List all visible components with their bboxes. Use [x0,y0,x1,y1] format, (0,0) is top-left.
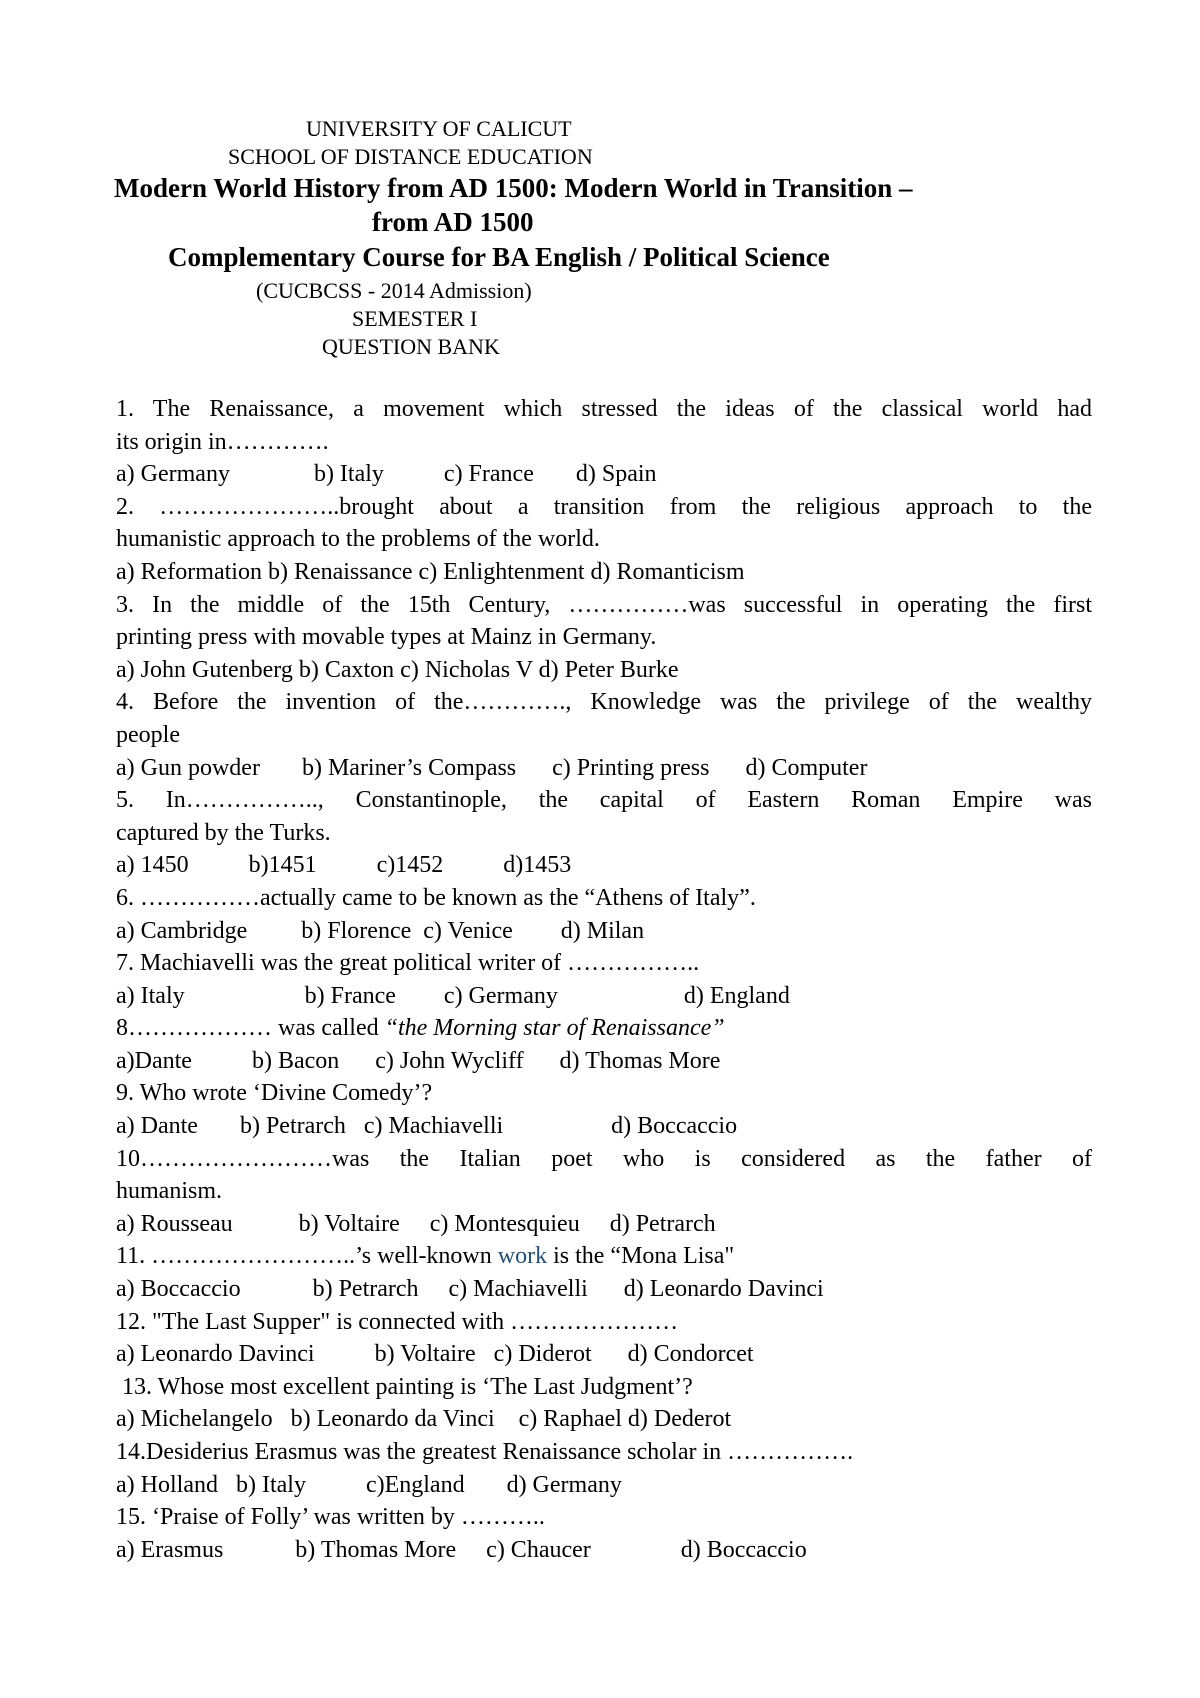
question-4 [116,686,1092,784]
question-5 [116,784,1092,882]
work-link-text: work [497,1243,548,1270]
answer-options: a) 1450 b)1451 c)1452 d)1453 [116,852,572,879]
question-text-after: is the “Mona Lisa" [547,1243,735,1270]
question-13 [116,1371,1092,1436]
question-8 [116,1012,1092,1077]
semester-label: SEMESTER I [352,306,478,331]
question-text: its origin in…………. [116,428,329,455]
question-text: 3. In the middle of the 15th Century, ……………was successful in operating the first [116,591,1092,618]
question-text: 13. Whose most excellent painting is ‘The Last Judgment’? [116,1373,693,1400]
question-text [116,1012,1092,1045]
question-text: captured by the Turks. [116,819,331,846]
school-name: SCHOOL OF DISTANCE EDUCATION [228,144,593,169]
question-text: 9. Who wrote ‘Divine Comedy’? [116,1080,433,1107]
answer-options: a) Michelangelo b) Leonardo da Vinci c) Raphael d) Dederot [116,1406,732,1433]
answer-options: a)Dante b) Bacon c) John Wycliff d) Thomas More [116,1047,721,1074]
answer-options: a) Boccaccio b) Petrarch c) Machiavelli d) Leonardo Davinci [116,1276,824,1303]
question-text: 10……………………was the Italian poet who is considered as the father of [116,1145,1092,1172]
question-bank-label: QUESTION BANK [322,334,500,359]
question-14 [116,1436,1092,1501]
question-10 [116,1143,1092,1241]
question-text: humanism. [116,1178,222,1205]
answer-options: a) Reformation b) Renaissance c) Enlightenment d) Romanticism [116,558,745,585]
question-text: 12. "The Last Supper" is connected with ………………… [116,1308,679,1335]
question-7 [116,947,1092,1012]
course-title-line-1: Modern World History from AD 1500: Modern World in Transition – [114,173,913,203]
question-12 [116,1306,1092,1371]
course-title-line-2: from AD 1500 [372,207,534,237]
question-1 [116,393,1092,491]
question-text [116,1240,1092,1273]
answer-options: a) Cambridge b) Florence c) Venice d) Milan [116,917,645,944]
answer-options: a) Gun powder b) Mariner’s Compass c) Printing press d) Computer [116,754,868,781]
question-2 [116,491,1092,589]
university-name: UNIVERSITY OF CALICUT [306,116,572,141]
question-text: 2. …………………..brought about a transition from the religious approach to the [116,493,1092,520]
answer-options: a) Germany b) Italy c) France d) Spain [116,461,657,488]
question-text: 15. ‘Praise of Folly’ was written by ……….. [116,1504,545,1531]
question-9 [116,1077,1092,1142]
question-text: humanistic approach to the problems of the world. [116,526,600,553]
answer-options: a) Dante b) Petrarch c) Machiavelli d) Boccaccio [116,1113,738,1140]
question-text: 7. Machiavelli was the great political writer of …………….. [116,950,700,977]
answer-options: a) Italy b) France c) Germany d) England [116,982,790,1009]
question-text-before: 11. ……………………..’s well-known [116,1243,498,1270]
answer-options: a) John Gutenberg b) Caxton c) Nicholas V d) Peter Burke [116,656,679,683]
question-text-italic: “the Morning star of Renaissance” [384,1015,725,1042]
question-text: people [116,721,180,748]
question-text: 14.Desiderius Erasmus was the greatest Renaissance scholar in ……………. [116,1439,854,1465]
answer-options: a) Erasmus b) Thomas More c) Chaucer d) Boccaccio [116,1536,807,1563]
answer-options: a) Holland b) Italy c)England d) Germany [116,1471,622,1498]
question-6 [116,882,1092,947]
question-text: printing press with movable types at Mainz in Germany. [116,624,657,651]
answer-options: a) Leonardo Davinci b) Voltaire c) Diderot d) Condorcet [116,1341,754,1368]
question-text: 4. Before the invention of the…………., Knowledge was the privilege of the wealthy [116,689,1092,716]
question-3 [116,589,1092,687]
question-text-plain: 8……………… was called [116,1015,385,1042]
question-11 [116,1240,1092,1305]
course-subtitle: Complementary Course for BA English / Political Science [168,242,830,272]
question-list [116,393,1092,1566]
question-text: 6. ……………actually came to be known as the “Athens of Italy”. [116,884,756,911]
question-15 [116,1501,1092,1566]
question-text: 1. The Renaissance, a movement which stressed the ideas of the classical world had [116,396,1092,422]
question-text: 5. In…………….., Constantinople, the capital of Eastern Roman Empire was [116,787,1092,814]
admission-note: (CUCBCSS - 2014 Admission) [256,278,532,303]
answer-options: a) Rousseau b) Voltaire c) Montesquieu d) Petrarch [116,1210,716,1237]
